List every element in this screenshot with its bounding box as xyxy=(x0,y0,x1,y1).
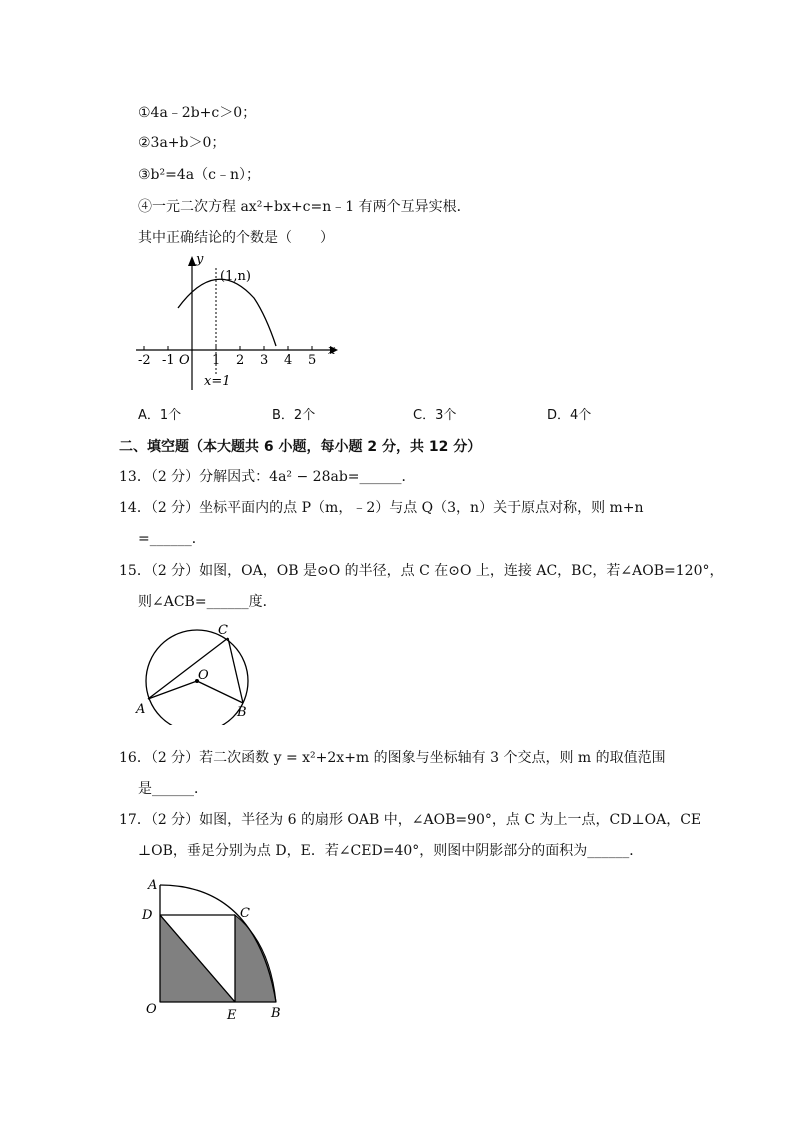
point-c-label: C xyxy=(240,906,250,921)
origin-label: O xyxy=(179,353,190,368)
question-14: 14．（2 分）坐标平面内的点 P（m，﹣2）与点 Q（3，n）关于原点对称，则 m+n xyxy=(119,500,644,516)
point-d-label: D xyxy=(142,908,153,923)
option-d[interactable]: D．4个 xyxy=(547,408,592,423)
condition-3: ③b²=4a（c﹣n）； xyxy=(138,167,260,183)
question-16: 16．（2 分）若二次函数 y = x²+2x+m 的图象与坐标轴有 3 个交点，则 m 的取值范围 xyxy=(119,750,666,766)
question-16-cont: 是______． xyxy=(138,781,208,797)
point-a-label: A xyxy=(148,878,158,893)
tick-label: -1 xyxy=(162,353,175,368)
question-prompt: 其中正确结论的个数是（ ） xyxy=(138,230,334,246)
option-b[interactable]: B．2个 xyxy=(272,408,316,423)
center-o-label: O xyxy=(198,668,209,683)
question-15: 15．（2 分）如图，OA，OB 是⊙O 的半径，点 C 在⊙O 上，连接 AC，BC，若∠AOB=120°， xyxy=(119,563,724,579)
section-heading: 二、填空题（本大题共 6 小题，每小题 2 分，共 12 分） xyxy=(119,439,482,455)
question-17: 17．（2 分）如图，半径为 6 的扇形 OAB 中，∠AOB=90°，点 C 为上一点，CD⊥OA，CE xyxy=(119,812,702,828)
condition-4: ④一元二次方程 ax²+bx+c=n﹣1 有两个互异实根． xyxy=(138,199,471,215)
question-14-cont: =______． xyxy=(138,531,206,547)
condition-1: ①4a﹣2b+c＞0； xyxy=(138,105,257,121)
point-c-label: C xyxy=(218,623,228,638)
tick-label: 5 xyxy=(308,353,317,368)
y-axis-label: y xyxy=(196,252,204,267)
vertex-label: (1,n) xyxy=(220,269,251,284)
point-o-label: O xyxy=(146,1002,157,1017)
tick-label: 4 xyxy=(284,353,293,368)
symmetry-axis-label: x=1 xyxy=(204,374,231,389)
tick-label: 3 xyxy=(260,353,269,368)
circle-figure xyxy=(130,615,270,725)
option-c[interactable]: C．3个 xyxy=(413,408,457,423)
tick-label: -2 xyxy=(138,353,151,368)
parabola-graph xyxy=(130,250,350,395)
point-b-label: B xyxy=(271,1006,281,1021)
sector-figure xyxy=(140,875,290,1025)
x-axis-label: x xyxy=(328,343,336,358)
question-15-cont: 则∠ACB=______度． xyxy=(138,594,277,610)
point-e-label: E xyxy=(227,1008,237,1023)
question-17-cont: ⊥OB，垂足分别为点 D，E．若∠CED=40°，则图中阴影部分的面积为______． xyxy=(138,843,644,859)
question-13: 13．（2 分）分解因式：4a² − 28ab=______． xyxy=(119,469,416,485)
point-a-label: A xyxy=(136,702,146,717)
tick-label: 2 xyxy=(236,353,245,368)
point-b-label: B xyxy=(237,705,247,720)
option-a[interactable]: A．1个 xyxy=(138,408,182,423)
tick-label: 1 xyxy=(212,353,221,368)
condition-2: ②3a+b＞0； xyxy=(138,135,226,151)
